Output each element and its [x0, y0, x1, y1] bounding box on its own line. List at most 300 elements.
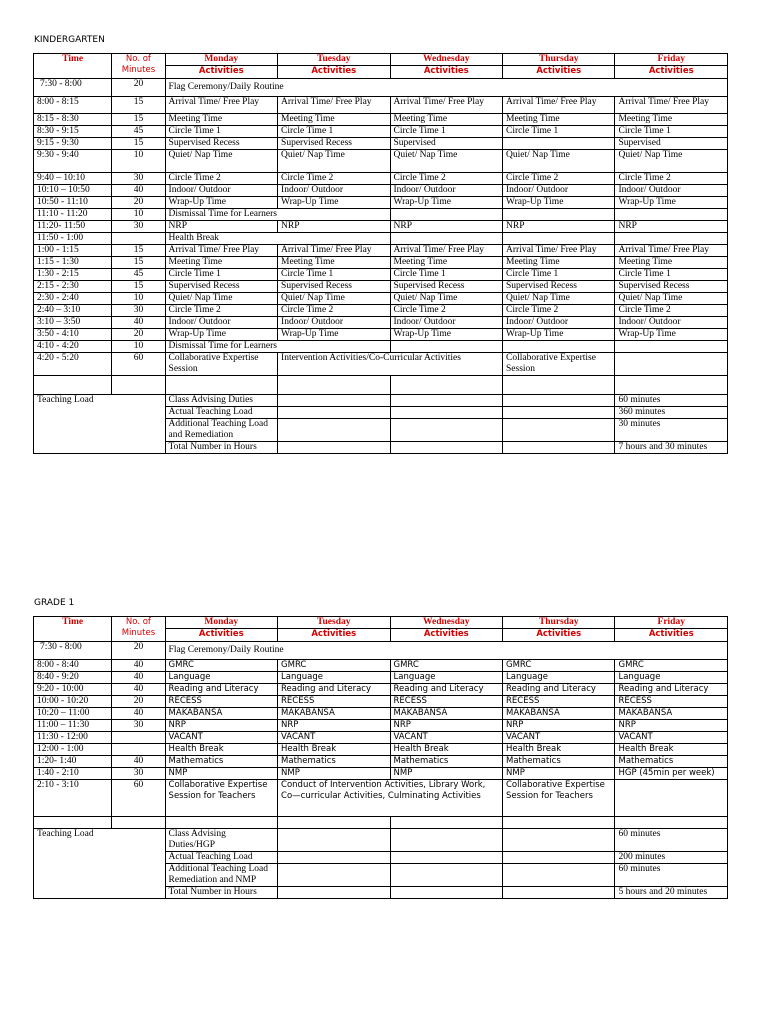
activity-cell: Quiet/ Nap Time [503, 293, 615, 305]
day-name: Wednesday [423, 617, 470, 627]
minutes-cell: 60 [112, 353, 165, 376]
day-header [503, 54, 615, 79]
schedule-row [34, 281, 728, 293]
empty-cell [615, 353, 728, 376]
minutes-cell: 10 [112, 150, 165, 173]
schedule-row [34, 173, 728, 185]
activity-cell: Arrival Time/ Free Play [390, 97, 502, 114]
activity-cell: Mathematics [165, 756, 277, 768]
activity-cell: RECESS [165, 696, 277, 708]
activity-cell: NRP [390, 720, 502, 732]
collab-session-cell: Collaborative Expertise Session for Teachers [503, 780, 615, 817]
activity-cell: Quiet/ Nap Time [278, 150, 390, 173]
time-cell: 1:30 - 2:15 [34, 269, 112, 281]
activity-cell: RECESS [278, 696, 390, 708]
activity-cell: Reading and Literacy [615, 684, 728, 696]
activity-cell: NRP [165, 720, 277, 732]
activity-cell: Reading and Literacy [503, 684, 615, 696]
activity-cell: Indoor/ Outdoor [278, 185, 390, 197]
activity-cell: Wrap-Up Time [278, 329, 390, 341]
empty-cell [390, 407, 502, 419]
kindergarten-title: KINDERGARTEN [34, 35, 105, 45]
day-name: Monday [204, 617, 239, 627]
activity-cell: Wrap-Up Time [615, 329, 728, 341]
time-cell: 1:00 - 1:15 [34, 245, 112, 257]
empty-cell [503, 407, 615, 419]
minutes-cell: 10 [112, 341, 165, 353]
minutes-cell [112, 233, 165, 245]
activity-cell: VACANT [165, 732, 277, 744]
activity-cell: Circle Time 1 [615, 126, 728, 138]
activity-cell: Quiet/ Nap Time [390, 150, 502, 173]
activity-cell: Circle Time 2 [165, 305, 277, 317]
activity-cell: Wrap-Up Time [615, 197, 728, 209]
schedule-row [34, 293, 728, 305]
day-header [278, 54, 390, 79]
activity-cell: Circle Time 1 [390, 269, 502, 281]
empty-cell [503, 341, 615, 353]
activity-cell: Reading and Literacy [165, 684, 277, 696]
collab-row [34, 353, 728, 376]
activities-label: Activities [503, 65, 614, 77]
schedule-row [34, 660, 728, 672]
teaching-load-row [34, 395, 728, 407]
time-cell: 10:50 - 11:10 [34, 197, 112, 209]
intervention-cell: Conduct of Intervention Activities, Library Work, Co—curricular Activities, Culminating Activities [278, 780, 503, 817]
intervention-cell: Intervention Activities/Co-Curricular Activities [278, 353, 503, 376]
activity-cell: Circle Time 1 [278, 126, 390, 138]
collab-session-cell: Collaborative Expertise Session [503, 353, 615, 376]
empty-cell [503, 887, 615, 899]
flag-ceremony-cell: Flag Ceremony/Daily Routine [165, 642, 727, 660]
activity-cell: Health Break [278, 744, 390, 756]
collab-session-cell: Collaborative Expertise Session for Teachers [165, 780, 277, 817]
time-cell: 11:00 – 11:30 [34, 720, 112, 732]
minutes-cell: 30 [112, 305, 165, 317]
empty-cell [112, 376, 165, 395]
span-activity-cell: Health Break [165, 233, 390, 245]
minutes-cell: 15 [112, 281, 165, 293]
activity-cell: Quiet/ Nap Time [165, 150, 277, 173]
activity-cell: Meeting Time [165, 114, 277, 126]
activity-cell: Wrap-Up Time [503, 197, 615, 209]
activity-cell: Circle Time 2 [503, 173, 615, 185]
schedule-row [34, 209, 728, 221]
activity-cell: Circle Time 2 [615, 173, 728, 185]
activities-label: Activities [391, 628, 502, 640]
day-header [278, 617, 390, 642]
activity-cell: Quiet/ Nap Time [390, 293, 502, 305]
activity-cell: Circle Time 1 [503, 269, 615, 281]
day-header [390, 617, 502, 642]
minutes-cell: 15 [112, 257, 165, 269]
schedule-row [34, 138, 728, 150]
activity-cell: Circle Time 1 [165, 126, 277, 138]
activity-cell: Quiet/ Nap Time [278, 293, 390, 305]
activity-cell: Indoor/ Outdoor [165, 185, 277, 197]
activity-cell: NRP [165, 221, 277, 233]
activity-cell: Supervised Recess [503, 281, 615, 293]
activity-cell: Wrap-Up Time [390, 197, 502, 209]
schedule-row [34, 269, 728, 281]
empty-cell [615, 209, 728, 221]
empty-cell [503, 209, 615, 221]
empty-cell [503, 442, 615, 454]
activity-cell: NRP [278, 720, 390, 732]
activity-cell: GMRC [165, 660, 277, 672]
activity-cell: Circle Time 2 [278, 173, 390, 185]
empty-cell [278, 852, 390, 864]
time-cell: 11:20- 11:50 [34, 221, 112, 233]
empty-cell [390, 395, 502, 407]
empty-cell [390, 419, 502, 442]
minutes-cell: 30 [112, 173, 165, 185]
activity-cell: Circle Time 2 [615, 305, 728, 317]
schedule-row [34, 317, 728, 329]
activity-cell: Supervised Recess [278, 138, 390, 150]
activity-cell: Meeting Time [278, 257, 390, 269]
activity-cell: Health Break [165, 744, 277, 756]
time-cell: 1:40 - 2:10 [34, 768, 112, 780]
time-cell: 7:30 - 8:00 [34, 642, 112, 660]
activity-cell: Circle Time 1 [278, 269, 390, 281]
minutes-cell: 40 [112, 684, 165, 696]
schedule-row [34, 756, 728, 768]
load-item-label: Actual Teaching Load [165, 852, 277, 864]
minutes-cell: 15 [112, 138, 165, 150]
activity-cell: NRP [278, 221, 390, 233]
activity-cell: Indoor/ Outdoor [390, 185, 502, 197]
minutes-cell: 20 [112, 642, 165, 660]
activity-cell: RECESS [390, 696, 502, 708]
minutes-cell: 40 [112, 317, 165, 329]
activity-cell: NMP [165, 768, 277, 780]
activity-cell: Wrap-Up Time [165, 197, 277, 209]
activity-cell: Indoor/ Outdoor [278, 317, 390, 329]
time-cell: 8:40 - 9:20 [34, 672, 112, 684]
activities-label: Activities [503, 628, 614, 640]
activity-cell: NMP [503, 768, 615, 780]
minutes-cell: 10 [112, 293, 165, 305]
time-cell: 3:10 – 3:50 [34, 317, 112, 329]
schedule-row [34, 185, 728, 197]
activity-cell: Circle Time 1 [503, 126, 615, 138]
activity-cell: NRP [503, 720, 615, 732]
activity-cell: Wrap-Up Time [503, 329, 615, 341]
day-name: Friday [657, 54, 685, 64]
empty-cell [390, 442, 502, 454]
activity-cell: MAKABANSA [278, 708, 390, 720]
activities-label: Activities [166, 65, 277, 77]
empty-cell [112, 817, 165, 829]
time-cell: 9:40 – 10:10 [34, 173, 112, 185]
activity-cell: VACANT [615, 732, 728, 744]
activity-cell: Meeting Time [278, 114, 390, 126]
grade1-title: GRADE 1 [34, 598, 75, 608]
minutes-cell: 40 [112, 185, 165, 197]
activity-cell: Wrap-Up Time [165, 329, 277, 341]
time-cell: 4:10 - 4:20 [34, 341, 112, 353]
day-header [165, 617, 277, 642]
time-cell: 11:10 - 11:20 [34, 209, 112, 221]
time-cell: 11:50 - 1:00 [34, 233, 112, 245]
time-cell: 10:10 – 10:50 [34, 185, 112, 197]
load-item-value: 200 minutes [615, 852, 728, 864]
empty-cell [615, 780, 728, 817]
activity-cell: VACANT [278, 732, 390, 744]
activity-cell: Circle Time 2 [278, 305, 390, 317]
empty-cell [615, 817, 728, 829]
activity-cell: GMRC [615, 660, 728, 672]
teaching-load-label: Teaching Load [34, 395, 166, 454]
time-cell: 1:15 - 1:30 [34, 257, 112, 269]
empty-cell [390, 829, 502, 852]
activity-cell: Indoor/ Outdoor [615, 317, 728, 329]
schedule-row [34, 708, 728, 720]
load-item-label: Additional Teaching Load and Remediation [165, 419, 277, 442]
minutes-header: No. of Minutes [112, 54, 165, 79]
schedule-row [34, 720, 728, 732]
activity-cell: NRP [503, 221, 615, 233]
activity-cell: Meeting Time [615, 257, 728, 269]
activity-cell: Quiet/ Nap Time [615, 150, 728, 173]
header-row [34, 54, 728, 79]
activity-cell: Indoor/ Outdoor [390, 317, 502, 329]
empty-cell [278, 419, 390, 442]
activity-cell: VACANT [390, 732, 502, 744]
empty-cell [503, 829, 615, 852]
time-header: Time [34, 617, 112, 642]
activity-cell: Supervised Recess [165, 138, 277, 150]
load-item-label: Class Advising Duties/HGP [165, 829, 277, 852]
activity-cell: NMP [278, 768, 390, 780]
activity-cell: Indoor/ Outdoor [615, 185, 728, 197]
activity-cell: Arrival Time/ Free Play [503, 245, 615, 257]
schedule-row [34, 672, 728, 684]
activity-cell: Meeting Time [390, 114, 502, 126]
blank-row [34, 817, 728, 829]
header-row [34, 617, 728, 642]
minutes-cell: 15 [112, 114, 165, 126]
activity-cell: Circle Time 1 [390, 126, 502, 138]
empty-cell [278, 376, 390, 395]
empty-cell [390, 864, 502, 887]
day-name: Tuesday [317, 54, 351, 64]
minutes-cell: 40 [112, 660, 165, 672]
activity-cell: Supervised [390, 138, 502, 150]
day-name: Thursday [538, 617, 579, 627]
day-name: Monday [204, 54, 239, 64]
schedule-row [34, 245, 728, 257]
activity-cell: NRP [390, 221, 502, 233]
empty-cell [390, 341, 502, 353]
activity-cell: Indoor/ Outdoor [165, 317, 277, 329]
load-item-value: 5 hours and 20 minutes [615, 887, 728, 899]
activity-cell: Meeting Time [503, 257, 615, 269]
empty-cell [615, 233, 728, 245]
empty-cell [34, 376, 112, 395]
load-item-label: Class Advising Duties [165, 395, 277, 407]
time-cell: 2:30 - 2:40 [34, 293, 112, 305]
time-cell: 4:20 - 5:20 [34, 353, 112, 376]
activity-cell: Circle Time 1 [615, 269, 728, 281]
day-name: Friday [657, 617, 685, 627]
empty-cell [503, 395, 615, 407]
minutes-cell: 30 [112, 768, 165, 780]
time-cell: 3:50 - 4:10 [34, 329, 112, 341]
time-header: Time [34, 54, 112, 79]
activity-cell: Indoor/ Outdoor [503, 317, 615, 329]
schedule-row [34, 221, 728, 233]
empty-cell [165, 817, 277, 829]
activity-cell: Mathematics [615, 756, 728, 768]
activity-cell: Supervised Recess [390, 281, 502, 293]
load-item-label: Actual Teaching Load [165, 407, 277, 419]
empty-cell [503, 864, 615, 887]
activity-cell: Supervised Recess [615, 281, 728, 293]
activity-cell: Quiet/ Nap Time [503, 150, 615, 173]
activity-cell: Language [390, 672, 502, 684]
blank-row [34, 376, 728, 395]
day-name: Tuesday [317, 617, 351, 627]
activity-cell: Reading and Literacy [278, 684, 390, 696]
schedule-row [34, 696, 728, 708]
schedule-row [34, 257, 728, 269]
minutes-cell [112, 732, 165, 744]
teaching-load-row [34, 829, 728, 852]
collab-row [34, 780, 728, 817]
minutes-cell: 45 [112, 269, 165, 281]
activity-cell: Arrival Time/ Free Play [165, 97, 277, 114]
activity-cell: Reading and Literacy [390, 684, 502, 696]
time-cell: 2:40 – 3:10 [34, 305, 112, 317]
activity-cell: GMRC [390, 660, 502, 672]
activity-cell: NRP [615, 720, 728, 732]
day-header [165, 54, 277, 79]
load-item-value: 60 minutes [615, 864, 728, 887]
load-item-label: Total Number in Hours [165, 887, 277, 899]
empty-cell [390, 376, 502, 395]
load-item-value: 60 minutes [615, 829, 728, 852]
time-cell: 10:00 - 10:20 [34, 696, 112, 708]
load-item-value: 7 hours and 30 minutes [615, 442, 728, 454]
minutes-cell: 20 [112, 329, 165, 341]
span-activity-cell: Dismissal Time for Learners [165, 341, 390, 353]
time-cell: 2:15 - 2:30 [34, 281, 112, 293]
collab-session-cell: Collaborative Expertise Session [165, 353, 277, 376]
activity-cell: Circle Time 2 [390, 173, 502, 185]
activities-label: Activities [615, 65, 727, 77]
schedule-row [34, 114, 728, 126]
activity-cell: Arrival Time/ Free Play [503, 97, 615, 114]
activities-label: Activities [278, 628, 389, 640]
activity-cell: MAKABANSA [615, 708, 728, 720]
activity-cell: Health Break [503, 744, 615, 756]
activity-cell: MAKABANSA [390, 708, 502, 720]
activity-cell: Mathematics [390, 756, 502, 768]
empty-cell [390, 852, 502, 864]
time-cell: 11:30 - 12:00 [34, 732, 112, 744]
activity-cell: Wrap-Up Time [278, 197, 390, 209]
activity-cell: Language [278, 672, 390, 684]
activity-cell: Wrap-Up Time [390, 329, 502, 341]
empty-cell [278, 829, 390, 852]
schedule-row [34, 642, 728, 660]
activity-cell: Health Break [615, 744, 728, 756]
activity-cell: Quiet/ Nap Time [615, 293, 728, 305]
minutes-cell [112, 744, 165, 756]
activity-cell [503, 138, 615, 150]
minutes-cell: 15 [112, 245, 165, 257]
activity-cell: GMRC [278, 660, 390, 672]
schedule-row [34, 684, 728, 696]
activity-cell: Language [503, 672, 615, 684]
empty-cell [278, 887, 390, 899]
activity-cell: Circle Time 2 [390, 305, 502, 317]
activity-cell: Mathematics [503, 756, 615, 768]
activity-cell: Language [615, 672, 728, 684]
activity-cell: Meeting Time [503, 114, 615, 126]
activity-cell: Arrival Time/ Free Play [615, 245, 728, 257]
activity-cell: RECESS [615, 696, 728, 708]
activity-cell: Supervised [615, 138, 728, 150]
empty-cell [615, 341, 728, 353]
empty-cell [278, 442, 390, 454]
empty-cell [503, 376, 615, 395]
empty-cell [165, 376, 277, 395]
activity-cell: Supervised Recess [165, 281, 277, 293]
teaching-load-label: Teaching Load [34, 829, 166, 899]
activity-cell: Arrival Time/ Free Play [615, 97, 728, 114]
minutes-header: No. of Minutes [112, 617, 165, 642]
activity-cell: Circle Time 2 [503, 305, 615, 317]
minutes-cell: 20 [112, 197, 165, 209]
day-header [615, 54, 728, 79]
empty-cell [278, 864, 390, 887]
time-cell: 8:00 - 8:40 [34, 660, 112, 672]
activity-cell: HGP (45min per week) [615, 768, 728, 780]
schedule-row [34, 197, 728, 209]
schedule-row [34, 744, 728, 756]
activity-cell: RECESS [503, 696, 615, 708]
time-cell: 9:15 - 9:30 [34, 138, 112, 150]
empty-cell [390, 817, 502, 829]
empty-cell [503, 852, 615, 864]
flag-ceremony-cell: Flag Ceremony/Daily Routine [165, 79, 727, 97]
activity-cell: Language [165, 672, 277, 684]
time-cell: 1:20- 1:40 [34, 756, 112, 768]
load-item-label: Total Number in Hours [165, 442, 277, 454]
day-name: Wednesday [423, 54, 470, 64]
time-cell: 9:30 - 9:40 [34, 150, 112, 173]
load-item-value: 360 minutes [615, 407, 728, 419]
schedule-row [34, 341, 728, 353]
schedule-row [34, 233, 728, 245]
empty-cell [34, 817, 112, 829]
span-activity-cell: Dismissal Time for Learners [165, 209, 390, 221]
time-cell: 9:20 - 10:00 [34, 684, 112, 696]
grade1-schedule-table [33, 616, 728, 899]
activity-cell: MAKABANSA [503, 708, 615, 720]
day-header [503, 617, 615, 642]
load-item-value: 60 minutes [615, 395, 728, 407]
activity-cell: Quiet/ Nap Time [165, 293, 277, 305]
time-cell: 7:30 - 8:00 [34, 79, 112, 97]
activity-cell: Circle Time 1 [165, 269, 277, 281]
activity-cell: Arrival Time/ Free Play [390, 245, 502, 257]
minutes-cell: 40 [112, 708, 165, 720]
activities-label: Activities [391, 65, 502, 77]
